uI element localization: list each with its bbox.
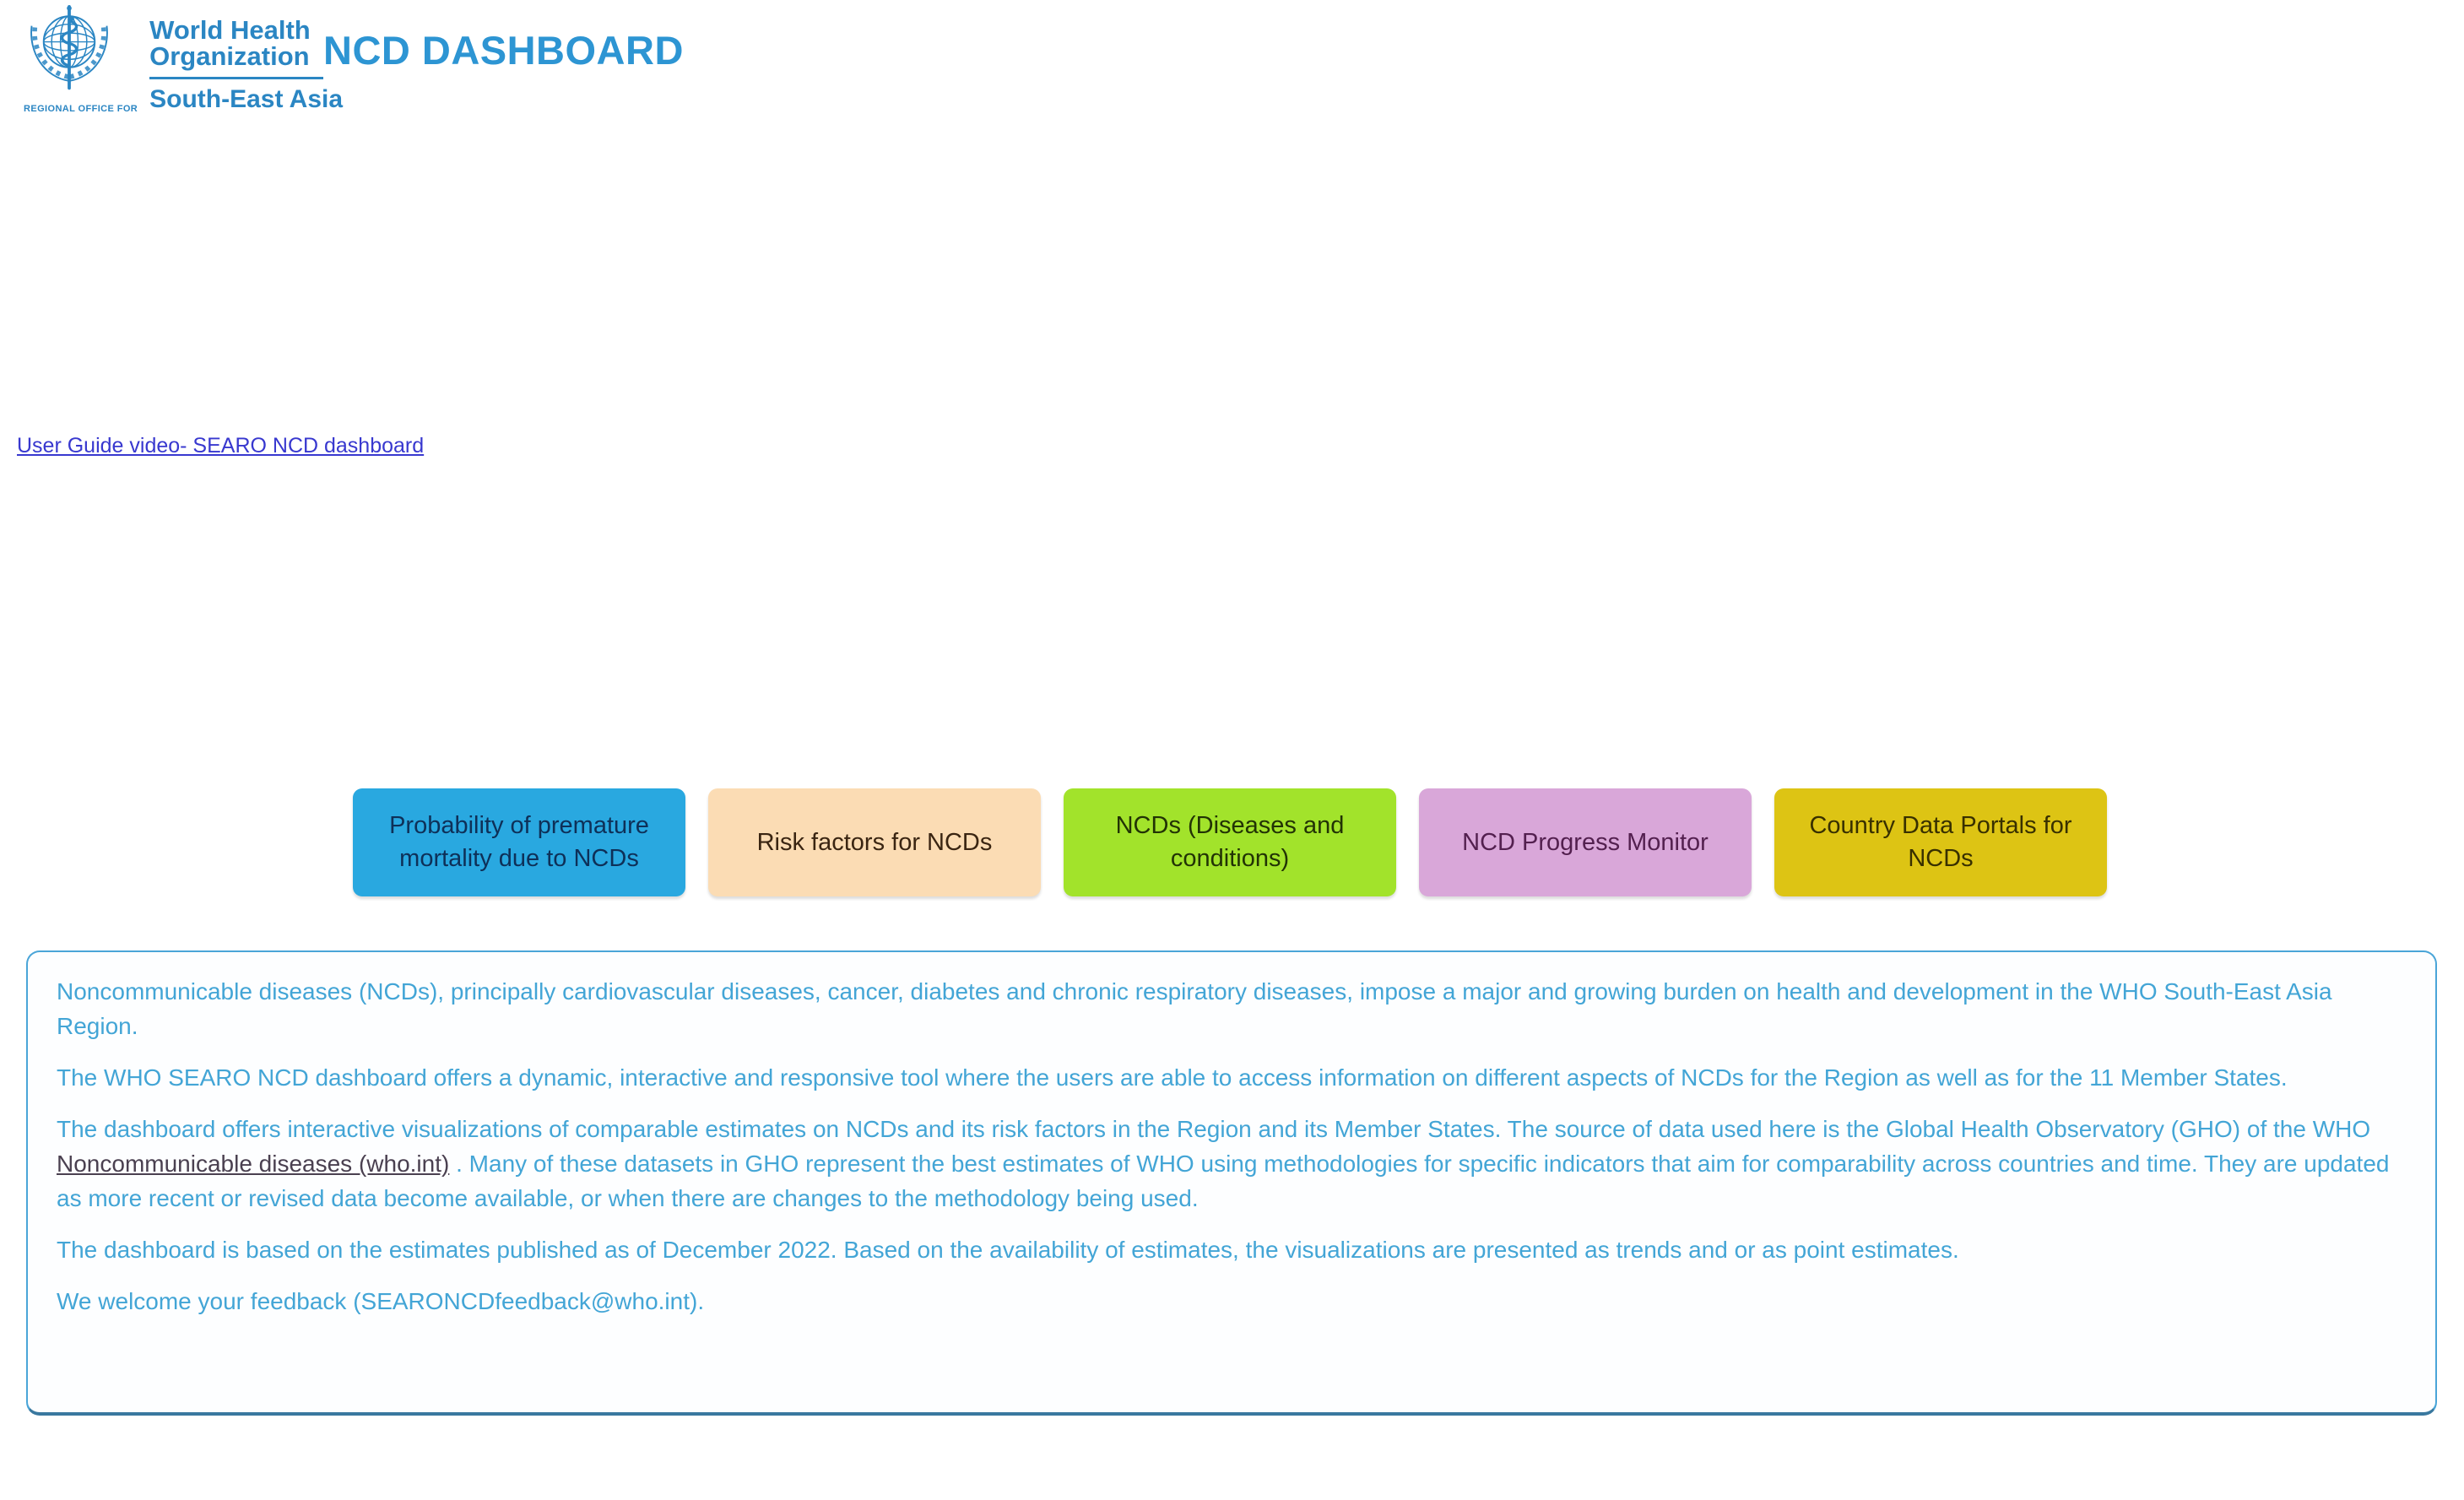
intro-p3-after-link: . Many of these datasets in GHO represent the best estimates of WHO using methodologies for specific indicators that aim for comparability across countries and time. They are updated as more recent or revised data become available, or when there are changes to the methodology being used. — [57, 1151, 2390, 1211]
intro-paragraph-burden: Noncommunicable diseases (NCDs), principally cardiovascular diseases, cancer, diabetes and chronic respiratory diseases, impose a major and growing burden on health and development in the WHO South-East Asia Region. — [57, 978, 2332, 1039]
who-logo — [24, 5, 344, 114]
user-guide-link[interactable]: User Guide video- SEARO NCD dashboard — [17, 434, 425, 458]
who-logo-text — [149, 5, 344, 114]
category-button-row — [353, 788, 2107, 896]
regional-office-label: REGIONAL OFFICE FOR — [24, 104, 138, 114]
who-org-line1: World Health — [149, 15, 311, 45]
intro-p3-before-link: The dashboard offers interactive visualizations of comparable estimates on NCDs and its risk factors in the Region and its Member States. The source of data used here is the Global Health Observatory (GHO) of the WHO — [57, 1116, 2371, 1142]
nav-button-premature-mortality[interactable]: Probability of premature mortality due to NCDs — [353, 788, 685, 896]
region-name: South-East Asia — [149, 77, 323, 114]
intro-text-box — [26, 950, 2437, 1416]
who-org-line2: Organization — [149, 41, 310, 71]
gho-ncd-link[interactable]: Noncommunicable diseases (who.int) — [57, 1151, 450, 1177]
page-title: NCD DASHBOARD — [323, 28, 684, 73]
who-emblem-icon — [24, 5, 115, 95]
intro-paragraph-dashboard-tool: The WHO SEARO NCD dashboard offers a dynamic, interactive and responsive tool where the users are able to access information on different aspects of NCDs for the Region as well as for the 11 Member States. — [57, 1064, 2288, 1091]
nav-button-ncd-diseases[interactable]: NCDs (Diseases and conditions) — [1064, 788, 1396, 896]
nav-button-country-data-portals[interactable]: Country Data Portals for NCDs — [1774, 788, 2107, 896]
nav-button-progress-monitor[interactable]: NCD Progress Monitor — [1419, 788, 1752, 896]
intro-paragraph-data-source — [57, 1112, 2407, 1216]
who-emblem-column — [24, 5, 138, 114]
nav-button-risk-factors[interactable]: Risk factors for NCDs — [708, 788, 1041, 896]
intro-paragraph-estimates-date: The dashboard is based on the estimates published as of December 2022. Based on the availability of estimates, the visualizations are presented as trends and or as point estimates. — [57, 1237, 1959, 1263]
intro-paragraph-feedback: We welcome your feedback (SEARONCDfeedback@who.int). — [57, 1288, 705, 1314]
